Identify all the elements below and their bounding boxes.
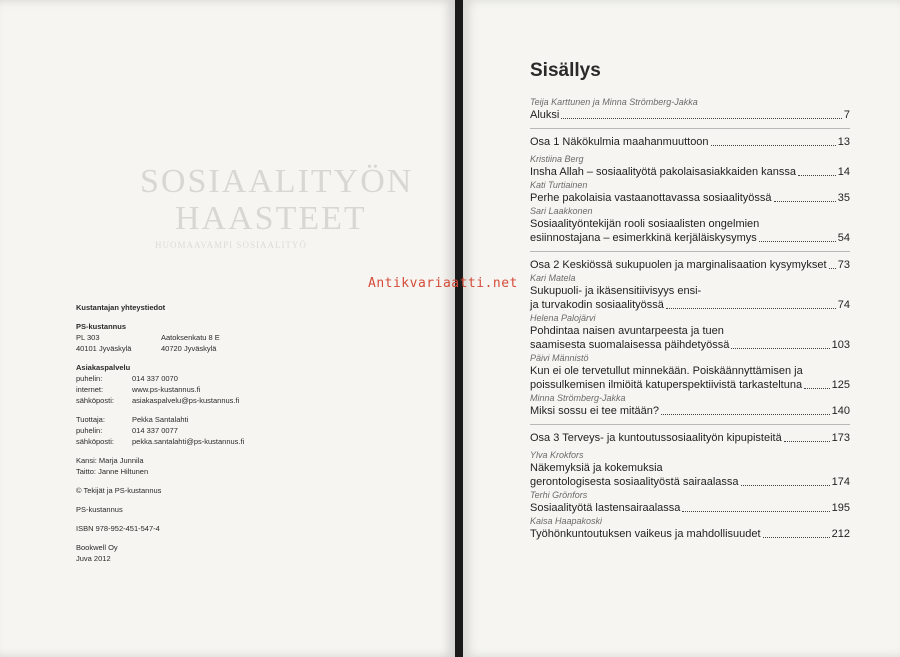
postal-code-1: 40101 Jyväskylä: [76, 344, 132, 353]
dot-leader: [774, 200, 836, 202]
customer-service-heading: Asiakaspalvelu: [76, 363, 131, 372]
po-box: PL 303: [76, 333, 100, 342]
part-title: Osa 1 Näkökulmia maahanmuuttoon: [530, 136, 709, 148]
page-number: 14: [837, 166, 850, 178]
dot-leader: [731, 347, 829, 349]
phone-value: 014 337 0070: [132, 374, 178, 383]
part-title: Osa 3 Terveys- ja kuntoutussosiaalityön kipupisteitä: [530, 432, 782, 444]
entry-title-line[interactable]: Sukupuoli- ja ikäsensitiivisyys ensi-: [530, 285, 702, 297]
entry-title: ja turvakodin sosiaalityössä: [530, 299, 664, 311]
entry-title: saamisesta suomalaisessa päihdetyössä: [530, 339, 730, 351]
page-number: 74: [837, 299, 850, 311]
place-year: Juva 2012: [76, 554, 111, 563]
page-number: 13: [837, 136, 850, 148]
dot-leader: [798, 174, 836, 176]
internet-value: www.ps-kustannus.fi: [132, 385, 201, 394]
bleed-through-subtitle: HUOMAAVAMPI SOSIAALITYÖ: [155, 240, 307, 250]
imprint-block: [76, 302, 376, 572]
entry-title: Perhe pakolaisia vastaanottavassa sosiaalityössä: [530, 192, 772, 204]
dot-leader: [829, 268, 836, 269]
divider: [530, 424, 850, 425]
dot-leader: [561, 117, 842, 119]
internet-label: internet:: [76, 385, 104, 394]
producer-phone-label: puhelin:: [76, 426, 103, 435]
dot-leader: [682, 510, 829, 512]
cover-credit: Kansi: Marja Junnila: [76, 456, 144, 465]
entry-title: Työhönkuntoutuksen vaikeus ja mahdollisuudet: [530, 528, 761, 540]
producer-phone-value: 014 337 0077: [132, 426, 178, 435]
toc-entry[interactable]: [530, 378, 850, 392]
page-number: 125: [831, 379, 850, 391]
book-gutter: [455, 0, 463, 657]
dot-leader: [804, 387, 830, 389]
toc-entry[interactable]: [530, 404, 850, 418]
toc-entry[interactable]: [530, 231, 850, 245]
entry-title: Sosiaalityötä lastensairaalassa: [530, 502, 681, 514]
email-label: sähköposti:: [76, 396, 114, 405]
phone-label: puhelin:: [76, 374, 103, 383]
toc-entry[interactable]: [530, 165, 850, 179]
page-number: 174: [831, 476, 850, 488]
part-heading[interactable]: [530, 135, 850, 149]
toc-entry[interactable]: [530, 475, 850, 489]
part-title: Osa 2 Keskiössä sukupuolen ja marginalisaation kysymykset: [530, 259, 827, 271]
entry-title: gerontologisesta sosiaalityöstä sairaalassa: [530, 476, 739, 488]
page-number: 73: [837, 259, 850, 271]
divider: [530, 128, 850, 129]
toc-entry[interactable]: [530, 338, 850, 352]
entry-author: Teija Karttunen ja Minna Strömberg-Jakka: [530, 97, 698, 107]
street-address: Aatoksenkatu 8 E: [161, 333, 220, 342]
page-number: 173: [831, 432, 850, 444]
entry-title-line[interactable]: Pohdintaa naisen avuntarpeesta ja tuen: [530, 325, 724, 337]
dot-leader: [666, 307, 836, 309]
entry-title: Aluksi: [530, 109, 560, 121]
producer-email-label: sähköposti:: [76, 437, 114, 446]
publisher-line: PS-kustannus: [76, 505, 123, 514]
entry-author: Minna Strömberg-Jakka: [530, 393, 626, 403]
dot-leader: [763, 536, 830, 538]
bleed-through-title-line2: HAASTEET: [175, 200, 367, 237]
entry-author: Helena Palojärvi: [530, 313, 596, 323]
bleed-through-title-line1: SOSIAALITYÖN: [140, 163, 414, 200]
entry-title: Miksi sossu ei tee mitään?: [530, 405, 659, 417]
dot-leader: [711, 145, 836, 146]
dot-leader: [784, 441, 830, 442]
entry-title-line[interactable]: Sosiaalityöntekijän rooli sosiaalisten ongelmien: [530, 218, 760, 230]
entry-title: poissulkemisen ilmiöitä katuperspektiivistä tarkasteltuna: [530, 379, 803, 391]
part-heading[interactable]: [530, 258, 850, 272]
page-number: 195: [831, 502, 850, 514]
entry-author: Kaisa Haapakoski: [530, 516, 603, 526]
dot-leader: [661, 413, 830, 415]
layout-credit: Taitto: Janne Hiltunen: [76, 467, 149, 476]
page-number: 7: [843, 109, 850, 121]
table-of-contents: [530, 96, 850, 541]
entry-author: Ylva Krokfors: [530, 450, 584, 460]
part-heading[interactable]: [530, 431, 850, 445]
producer-label: Tuottaja:: [76, 415, 105, 424]
entry-title-line[interactable]: Näkemyksiä ja kokemuksia: [530, 462, 663, 474]
publisher-name: PS-kustannus: [76, 322, 127, 331]
watermark-text: Antikvariaatti.net: [368, 276, 518, 291]
entry-author: Kari Matela: [530, 273, 576, 283]
entry-title: Insha Allah – sosiaalityötä pakolaisasiakkaiden kanssa: [530, 166, 796, 178]
right-page: [463, 0, 900, 657]
page-number: 54: [837, 232, 850, 244]
email-value: asiakaspalvelu@ps-kustannus.fi: [132, 396, 240, 405]
isbn: ISBN 978-952-451-547-4: [76, 524, 160, 533]
toc-entry[interactable]: [530, 501, 850, 515]
page-number: 103: [831, 339, 850, 351]
toc-entry[interactable]: [530, 191, 850, 205]
copyright: © Tekijät ja PS-kustannus: [76, 486, 162, 495]
printer: Bookwell Oy: [76, 543, 118, 552]
entry-title-line[interactable]: Kun ei ole tervetullut minnekään. Poiskäännyttämisen ja: [530, 365, 803, 377]
page-number: 140: [831, 405, 850, 417]
producer-email-value: pekka.santalahti@ps-kustannus.fi: [132, 437, 245, 446]
dot-leader: [741, 484, 830, 486]
entry-title: esiinnostajana – esimerkkinä kerjäläiskysymys: [530, 232, 757, 244]
postal-code-2: 40720 Jyväskylä: [161, 344, 217, 353]
toc-entry[interactable]: [530, 527, 850, 541]
entry-author: Kati Turtiainen: [530, 180, 588, 190]
page-number: 35: [837, 192, 850, 204]
dot-leader: [759, 240, 836, 242]
producer-value: Pekka Santalahti: [132, 415, 189, 424]
toc-entry[interactable]: [530, 108, 850, 122]
imprint-heading: Kustantajan yhteystiedot: [76, 303, 166, 312]
page-number: 212: [831, 528, 850, 540]
entry-author: Kristiina Berg: [530, 154, 584, 164]
toc-title: Sisällys: [530, 60, 601, 81]
divider: [530, 251, 850, 252]
toc-entry[interactable]: [530, 298, 850, 312]
entry-author: Sari Laakkonen: [530, 206, 593, 216]
entry-author: Terhi Grönfors: [530, 490, 588, 500]
entry-author: Päivi Männistö: [530, 353, 589, 363]
